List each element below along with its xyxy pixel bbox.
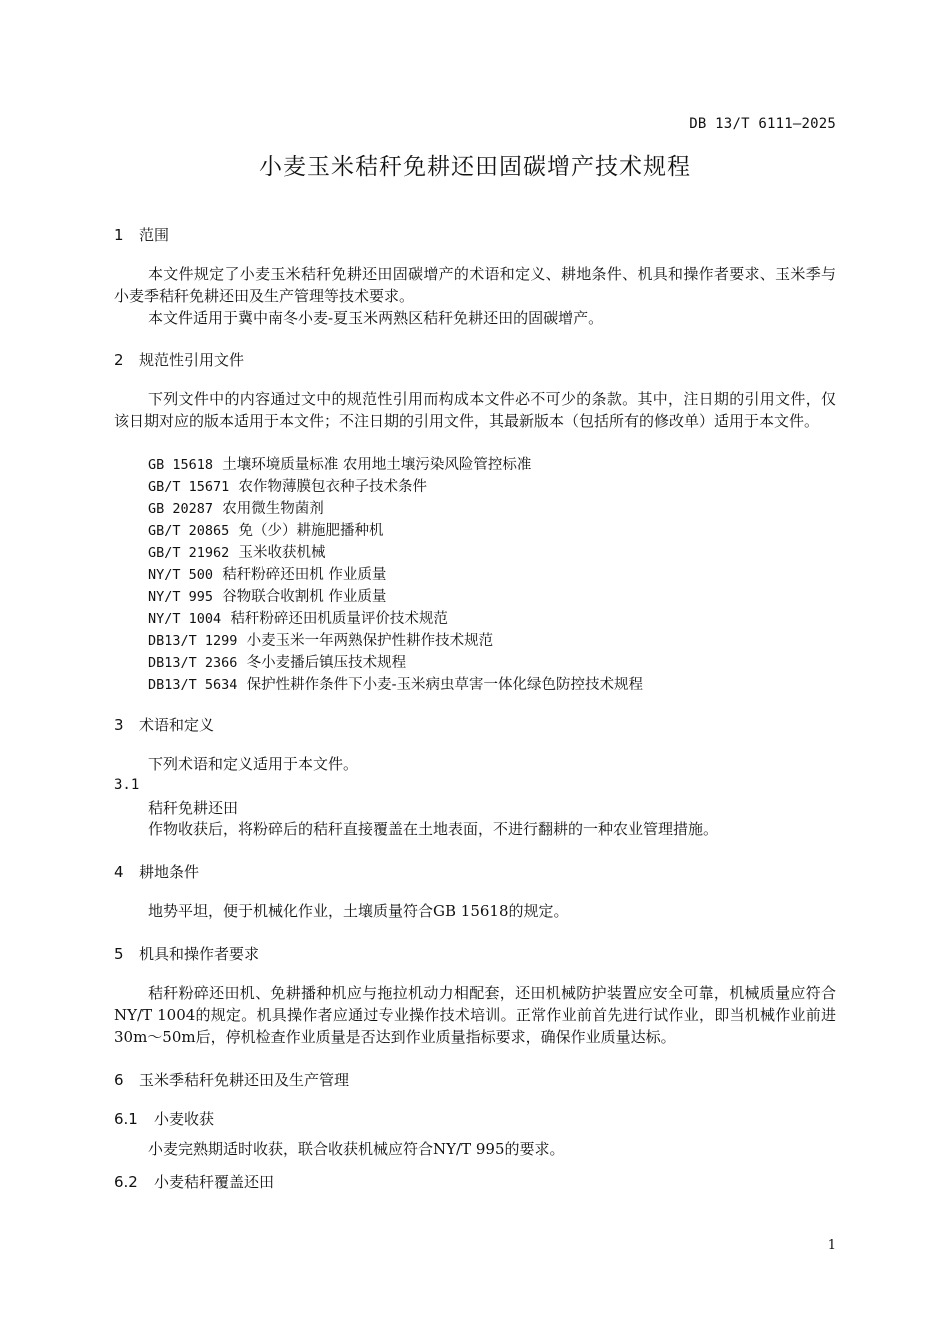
page-number: 1: [827, 1238, 836, 1253]
section-number: 5: [114, 945, 124, 963]
reference-name: 保护性耕作条件下小麦-玉米病虫草害一体化绿色防控技术规程: [246, 677, 644, 693]
subsection-heading-6-1: [114, 1108, 214, 1129]
paragraph: 下列文件中的内容通过文中的规范性引用而构成本文件必不可少的条款。其中，注日期的引用文件，仅该日期对应的版本适用于本文件；不注日期的引用文件，其最新版本（包括所有的修改单）适用于本文件。: [114, 390, 836, 430]
section-title: 玉米季秸秆免耕还田及生产管理: [139, 1071, 350, 1089]
reference-name: 小麦玉米一年两熟保护性耕作技术规范: [246, 633, 494, 649]
section-heading-4: [114, 861, 199, 882]
paragraph: 本文件规定了小麦玉米秸秆免耕还田固碳增产的术语和定义、耕地条件、机具和操作者要求、玉米季与小麦季秸秆免耕还田及生产管理等技术要求。: [114, 265, 836, 305]
reference-item: [148, 652, 406, 674]
paragraph: 秸秆粉碎还田机、免耕播种机应与拖拉机动力相配套，还田机械防护装置应安全可靠，机械质量应符合NY/T 1004的规定。机具操作者应通过专业操作技术培训。正常作业前首先进行试作业，即当机械作业前进30m～50m后，停机检查作业质量是否达到作业质量指标要求，确保作业质量达标。: [114, 984, 836, 1046]
reference-code: GB 20287: [148, 501, 214, 517]
section-title: 耕地条件: [139, 863, 200, 881]
reference-name: 冬小麦播后镇压技术规程: [246, 655, 407, 671]
reference-name: 农作物薄膜包衣种子技术条件: [238, 479, 427, 495]
reference-item: [148, 564, 386, 586]
paragraph: 下列术语和定义适用于本文件。: [148, 755, 359, 773]
clause-number: 3.1: [114, 777, 140, 793]
section-number: 6: [114, 1071, 124, 1089]
reference-item: [148, 454, 531, 476]
reference-code: GB/T 15671: [148, 479, 230, 495]
term-name: 秸秆免耕还田: [148, 799, 239, 817]
section-number: 2: [114, 351, 124, 369]
reference-code: DB13/T 5634: [148, 677, 238, 693]
section-title: 范围: [139, 226, 170, 244]
section-number: 4: [114, 863, 124, 881]
reference-item: [148, 608, 448, 630]
section-heading-1: [114, 224, 169, 245]
reference-code: NY/T 500: [148, 567, 214, 583]
section-number: 3: [114, 716, 124, 734]
reference-code: GB/T 21962: [148, 545, 230, 561]
reference-name: 免（少）耕施肥播种机: [238, 523, 384, 539]
reference-item: [148, 520, 384, 542]
reference-item: [148, 498, 324, 520]
subsection-number: 6.1: [114, 1110, 138, 1128]
section-title: 术语和定义: [139, 716, 215, 734]
reference-item: [148, 630, 493, 652]
section-heading-2: [114, 349, 244, 370]
reference-name: 谷物联合收割机 作业质量: [222, 589, 387, 605]
paragraph: 本文件适用于冀中南冬小麦-夏玉米两熟区秸秆免耕还田的固碳增产。: [148, 309, 604, 327]
section-title: 规范性引用文件: [139, 351, 245, 369]
reference-code: NY/T 1004: [148, 611, 222, 627]
reference-name: 土壤环境质量标准 农用地土壤污染风险管控标准: [222, 457, 532, 473]
subsection-heading-6-2: [114, 1171, 274, 1192]
document-title: 小麦玉米秸秆免耕还田固碳增产技术规程: [259, 154, 691, 180]
term-definition: 作物收获后，将粉碎后的秸秆直接覆盖在土地表面，不进行翻耕的一种农业管理措施。: [148, 820, 719, 838]
reference-item: [148, 476, 427, 498]
reference-code: DB13/T 2366: [148, 655, 238, 671]
reference-name: 秸秆粉碎还田机质量评价技术规范: [230, 611, 448, 627]
subsection-number: 6.2: [114, 1173, 138, 1191]
reference-item: [148, 674, 643, 696]
section-heading-6: [114, 1069, 349, 1090]
standard-code: DB 13/T 6111—2025: [689, 116, 836, 132]
paragraph: 小麦完熟期适时收获，联合收获机械应符合NY/T 995的要求。: [148, 1140, 565, 1158]
reference-name: 秸秆粉碎还田机 作业质量: [222, 567, 387, 583]
section-heading-3: [114, 714, 214, 735]
subsection-title: 小麦收获: [154, 1110, 215, 1128]
reference-code: GB/T 20865: [148, 523, 230, 539]
reference-item: [148, 586, 386, 608]
reference-code: NY/T 995: [148, 589, 214, 605]
reference-name: 农用微生物菌剂: [222, 501, 324, 517]
paragraph: 地势平坦，便于机械化作业，土壤质量符合GB 15618的规定。: [148, 902, 569, 920]
subsection-title: 小麦秸秆覆盖还田: [154, 1173, 275, 1191]
reference-code: DB13/T 1299: [148, 633, 238, 649]
section-title: 机具和操作者要求: [139, 945, 260, 963]
reference-code: GB 15618: [148, 457, 214, 473]
section-heading-5: [114, 943, 259, 964]
reference-item: [148, 542, 326, 564]
section-number: 1: [114, 226, 124, 244]
reference-name: 玉米收获机械: [238, 545, 326, 561]
